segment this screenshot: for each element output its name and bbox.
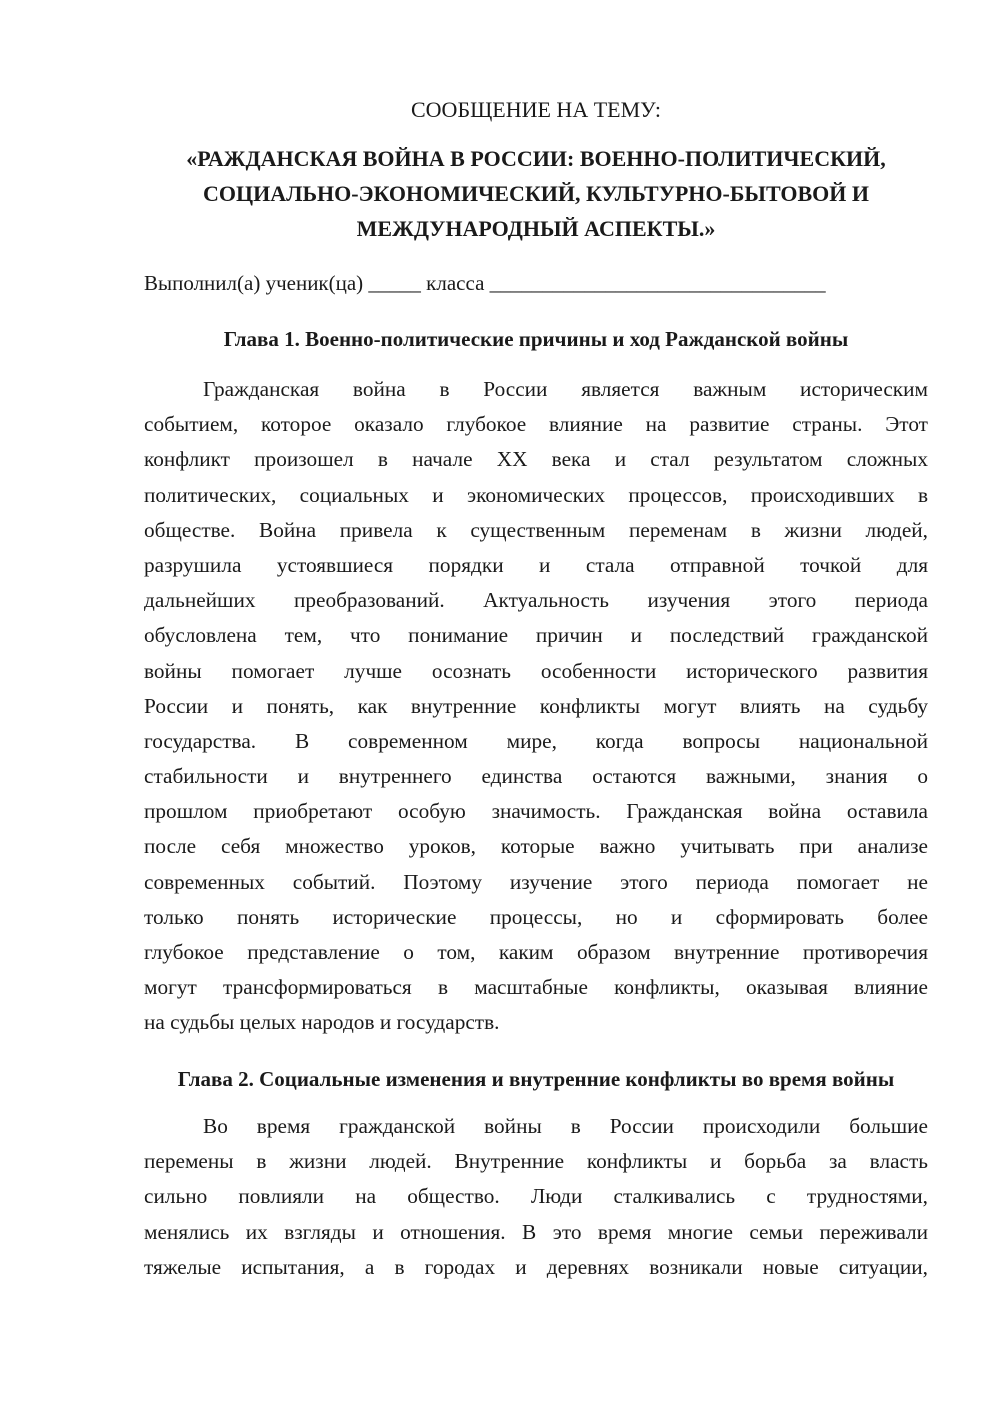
text-line: могут трансформироваться в масштабные конфликты, оказывая влияние <box>144 975 928 1000</box>
title-line: МЕЖДУНАРОДНЫЙ АСПЕКТЫ.» <box>356 216 716 241</box>
text-line: современных событий. Поэтому изучение этого периода помогает не <box>144 869 928 894</box>
text-line: политических, социальных и экономических процессов, происходивших в <box>144 482 928 507</box>
text-line: тяжелые испытания, а в городах и деревнях возникали новые ситуации, <box>144 1254 928 1279</box>
text-line: перемены в жизни людей. Внутренние конфликты и борьба за власть <box>144 1149 928 1174</box>
text-line: обществе. Война привела к существенным переменам в жизни людей, <box>144 517 928 542</box>
text-line: войны помогает лучше осознать особенности исторического развития <box>144 658 928 683</box>
text-line: менялись их взгляды и отношения. В это время многие семьи переживали <box>144 1219 928 1244</box>
text-line: событием, которое оказало глубокое влияние на развитие страны. Этот <box>144 412 928 437</box>
text-line: прошлом приобретают особую значимость. Гражданская война оставила <box>144 799 928 824</box>
text-line: стабильности и внутреннего единства остаются важными, знания о <box>144 764 928 789</box>
text-line: дальнейших преобразований. Актуальность изучения этого периода <box>144 588 928 613</box>
chapter-2-paragraph <box>144 1109 928 1285</box>
text-line: глубокое представление о том, каким образом внутренние противоречия <box>144 940 928 964</box>
text-line: России и понять, как внутренние конфликты могут влиять на судьбу <box>144 693 928 718</box>
chapter-2-heading: Глава 2. Социальные изменения и внутренние конфликты во время войны <box>177 1067 895 1091</box>
text-line: Во время гражданской войны в России происходили большие <box>203 1114 928 1138</box>
title-line: «РАЖДАНСКАЯ ВОЙНА В РОССИИ: ВОЕННО-ПОЛИТИЧЕСКИЙ, <box>186 146 886 171</box>
title-line: СОЦИАЛЬНО-ЭКОНОМИЧЕСКИЙ, КУЛЬТУРНО-БЫТОВОЙ И <box>202 181 870 206</box>
text-line: государства. В современном мире, когда вопросы национальной <box>144 728 928 753</box>
document-title <box>144 141 928 246</box>
text-line: только понять исторические процессы, но и сформировать более <box>144 904 928 929</box>
chapter-1-paragraph <box>144 372 928 1041</box>
chapter-1-heading: Глава 1. Военно-политические причины и ход Ражданской войны <box>223 327 849 351</box>
text-line: конфликт произошел в начале XX века и стал результатом сложных <box>144 447 928 472</box>
document-kicker: СООБЩЕНИЕ НА ТЕМУ: <box>411 97 661 122</box>
text-line: обусловлена тем, что понимание причин и последствий гражданской <box>144 623 928 648</box>
text-line: сильно повлияли на общество. Люди сталкивались с трудностями, <box>144 1184 928 1209</box>
text-line: разрушила устоявшиеся порядки и стала отправной точкой для <box>144 552 928 577</box>
text-line: Гражданская война в России является важным историческим <box>203 377 928 401</box>
author-signature-line: Выполнил(а) ученик(ца) _____ класса ________________________________ <box>144 271 826 295</box>
text-line: на судьбы целых народов и государств. <box>144 1010 500 1035</box>
text-line: после себя множество уроков, которые важно учитывать при анализе <box>144 834 928 859</box>
